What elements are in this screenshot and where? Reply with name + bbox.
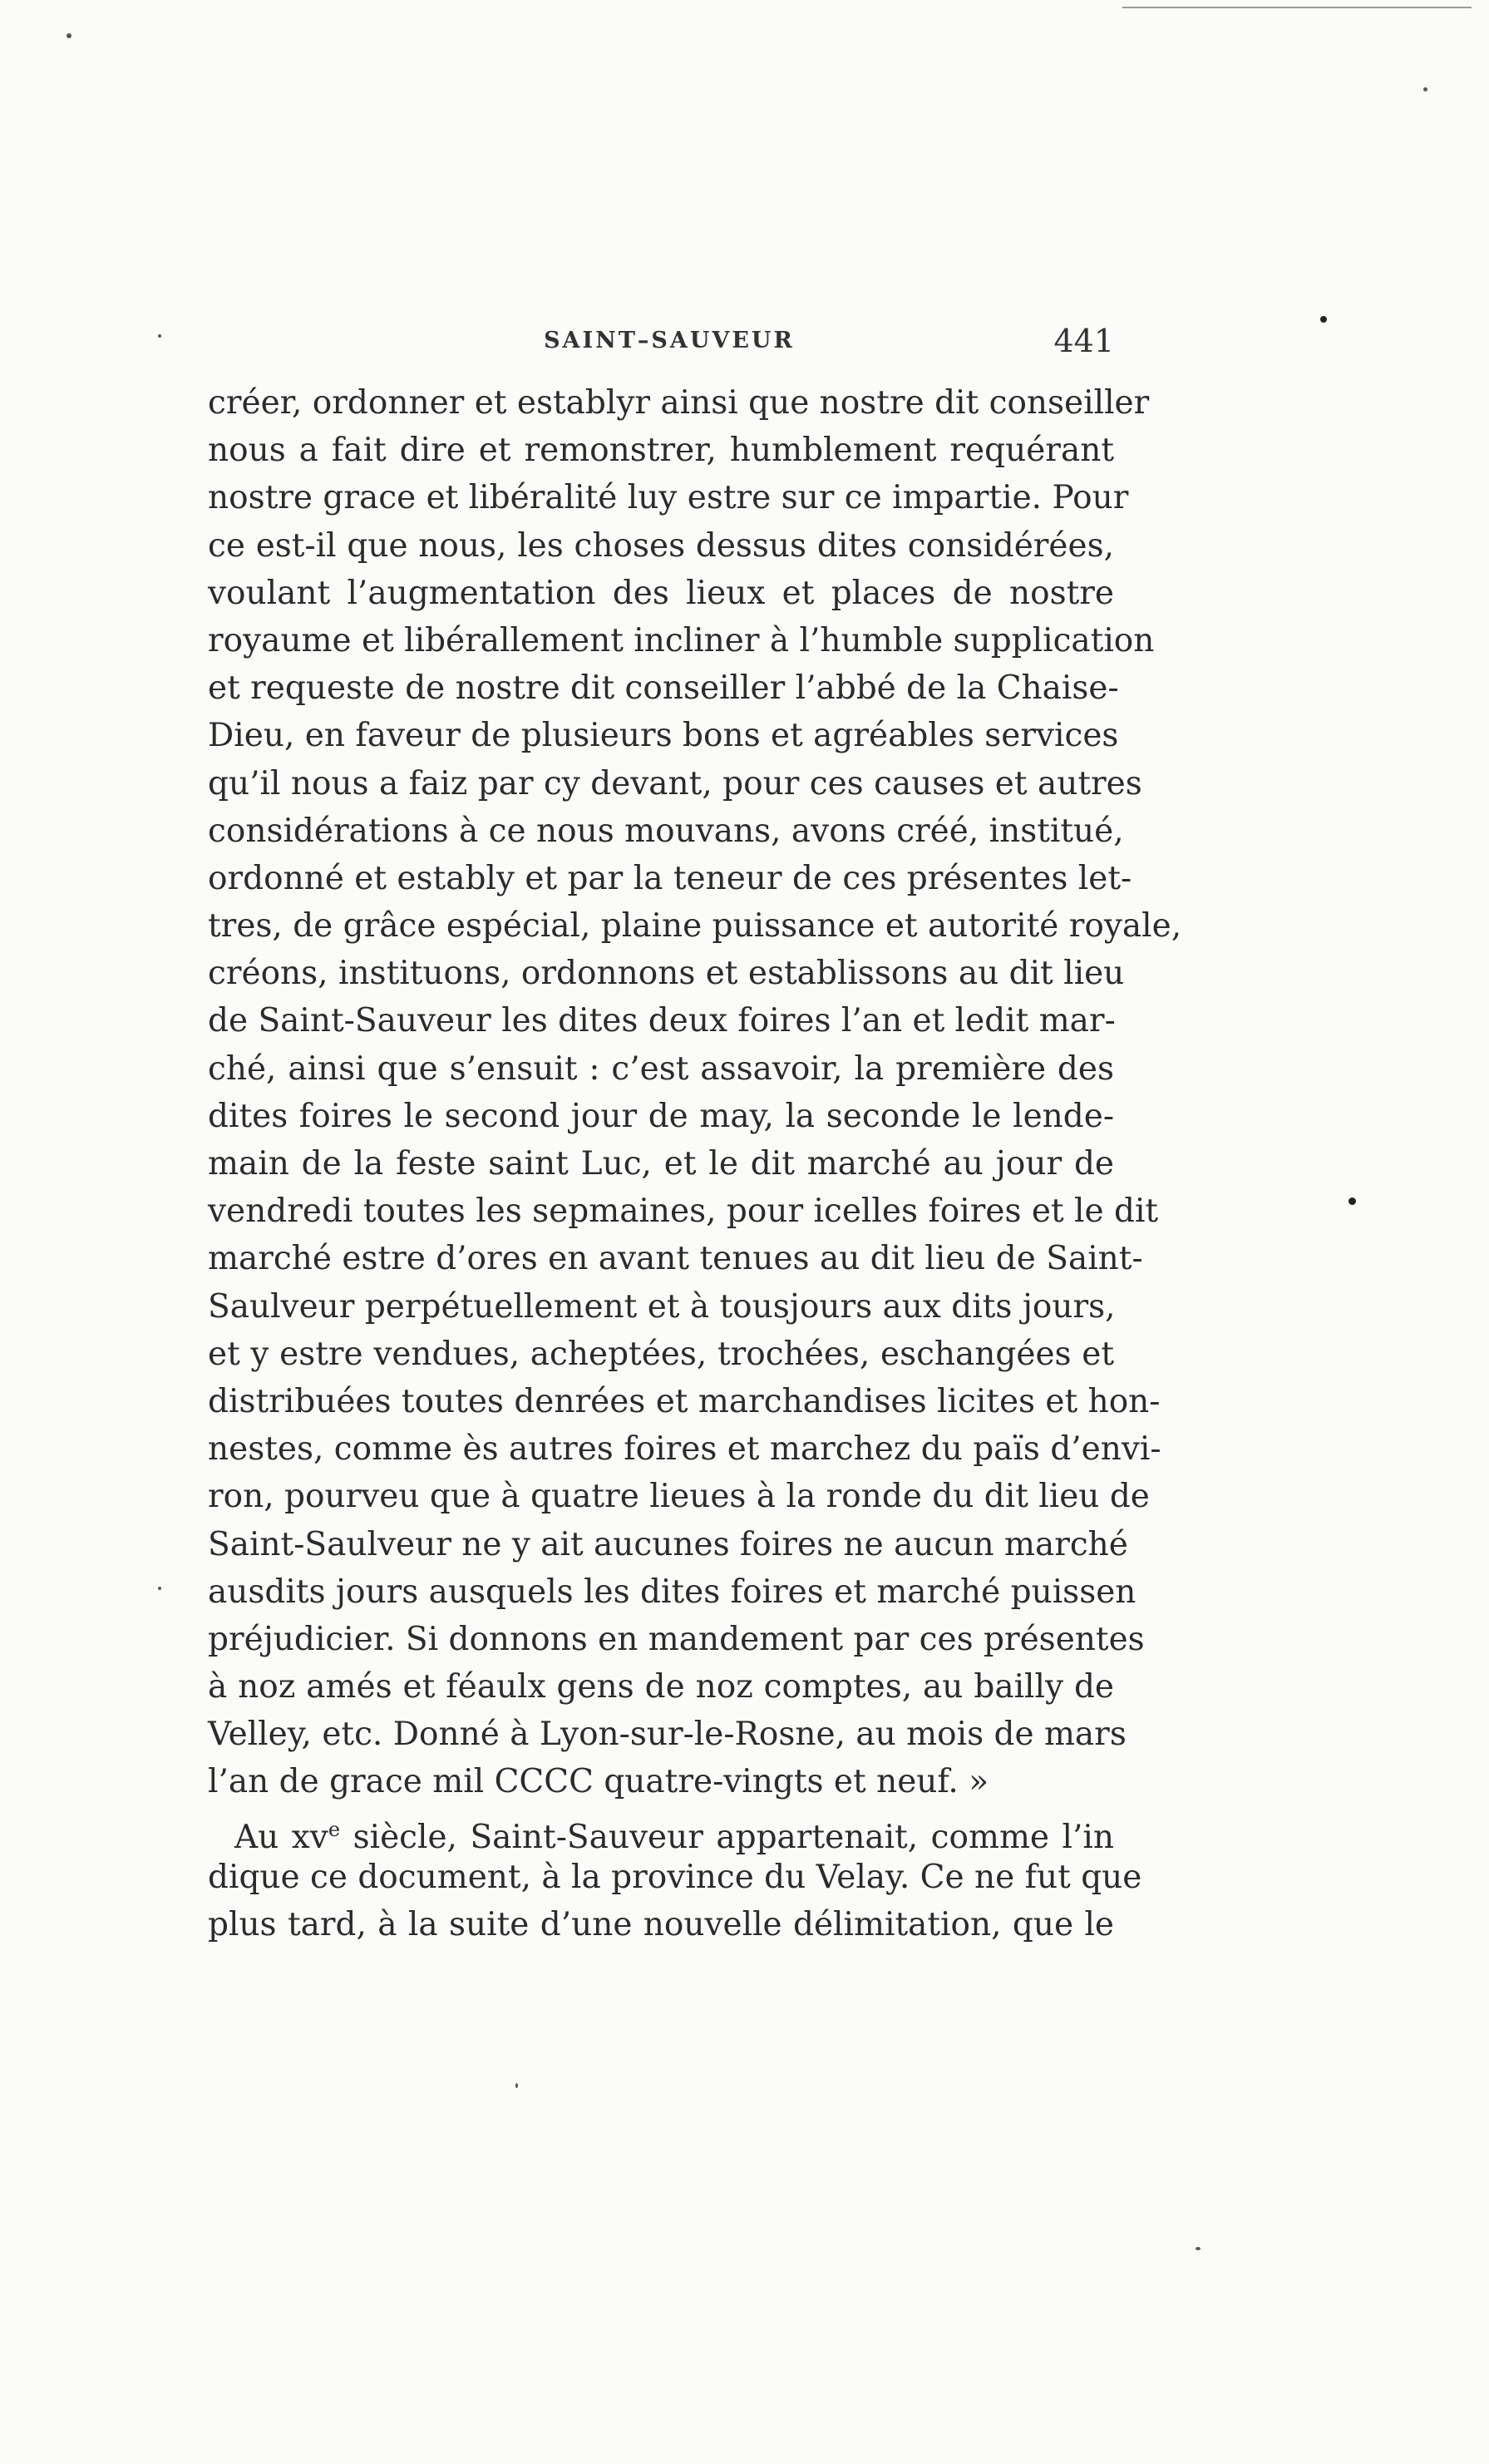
scan-speck xyxy=(1423,87,1427,91)
text-line: marché estre d’ores en avant tenues au dit lieu de Saint- xyxy=(208,1240,1143,1278)
text-line: et y estre vendues, acheptées, trochées, eschangées et xyxy=(208,1335,1114,1373)
text-line: Saint-Saulveur ne y ait aucunes foires ne aucun marché xyxy=(208,1525,1128,1563)
scan-speck xyxy=(158,334,161,338)
text-line: nous a fait dire et remonstrer, humblement requérant xyxy=(208,432,1114,470)
text-line: considérations à ce nous mouvans, avons créé, institué, xyxy=(208,812,1124,850)
text-line: nostre grace et libéralité luy estre sur ce impartie. Pour xyxy=(208,479,1129,517)
text-line: créons, instituons, ordonnons et establissons au dit lieu xyxy=(208,955,1125,993)
text-line: créer, ordonner et establyr ainsi que nostre dit conseiller xyxy=(208,384,1150,422)
text-line: nestes, comme ès autres foires et marchez du païs d’envi- xyxy=(208,1430,1161,1469)
scan-speck xyxy=(1348,1197,1356,1205)
scan-speck xyxy=(158,1587,161,1590)
text-line: à noz amés et féaulx gens de noz comptes, au bailly de xyxy=(208,1668,1114,1706)
text-line: l’an de grace mil CCCC quatre-vingts et neuf. » xyxy=(208,1763,989,1801)
text-line: de Saint-Sauveur les dites deux foires l’an et ledit mar- xyxy=(208,1002,1116,1040)
text-line: vendredi toutes les sepmaines, pour icelles foires et le dit xyxy=(208,1192,1159,1231)
text-line: ce est-il que nous, les choses dessus dites considérées, xyxy=(208,526,1114,565)
text-line: ausdits jours ausquels les dites foires et marché puissen xyxy=(208,1573,1136,1611)
scan-speck xyxy=(1320,316,1327,323)
scan-speck xyxy=(1196,2247,1201,2250)
scan-edge-line xyxy=(1122,7,1472,8)
text-line: qu’il nous a faiz par cy devant, pour ces causes et autres xyxy=(208,764,1142,802)
century-superscript: e xyxy=(328,1817,341,1841)
text-line: main de la feste saint Luc, et le dit marché au jour de xyxy=(208,1145,1114,1183)
scan-speck xyxy=(515,2083,518,2088)
para-prefix: Au xv xyxy=(234,1818,328,1856)
text-line: plus tard, à la suite d’une nouvelle délimitation, que le xyxy=(208,1906,1114,1943)
text-line: ron, pourveu que à quatre lieues à la ronde du dit lieu de xyxy=(208,1478,1150,1516)
text-line: royaume et libérallement incliner à l’humble supplication xyxy=(208,621,1155,659)
text-line: ché, ainsi que s’ensuit : c’est assavoir, la première des xyxy=(208,1049,1114,1088)
body-text xyxy=(208,379,1182,1948)
running-title: SAINT–SAUVEUR xyxy=(544,328,795,353)
text-line: Velley, etc. Donné à Lyon-sur-le-Rosne, au mois de mars xyxy=(208,1716,1127,1754)
text-line: voulant l’augmentation des lieux et places de nostre xyxy=(208,574,1114,612)
paragraph-start-line xyxy=(208,1806,1114,1854)
text-line: dites foires le second jour de may, la seconde le lende- xyxy=(208,1097,1114,1135)
text-line: ordonné et estably et par la teneur de ces présentes let- xyxy=(208,859,1132,897)
text-line: distribuées toutes denrées et marchandises licites et hon- xyxy=(208,1382,1161,1420)
text-line: et requeste de nostre dit conseiller l’abbé de la Chaise- xyxy=(208,669,1119,708)
scan-speck xyxy=(67,33,71,38)
text-line: préjudicier. Si donnons en mandement par ces présentes xyxy=(208,1620,1145,1658)
text-line: dique ce document, à la province du Velay. Ce ne fut que xyxy=(208,1858,1142,1896)
text-line: Saulveur perpétuellement et à tousjours aux dits jours, xyxy=(208,1287,1116,1326)
running-head xyxy=(208,323,1131,373)
text-line: tres, de grâce espécial, plaine puissance et autorité royale, xyxy=(208,907,1182,946)
para-rest: siècle, Saint-Sauveur appartenait, comme l’in xyxy=(340,1818,1114,1856)
page-number: 441 xyxy=(1053,323,1114,359)
text-line: Dieu, en faveur de plusieurs bons et agréables services xyxy=(208,717,1119,755)
